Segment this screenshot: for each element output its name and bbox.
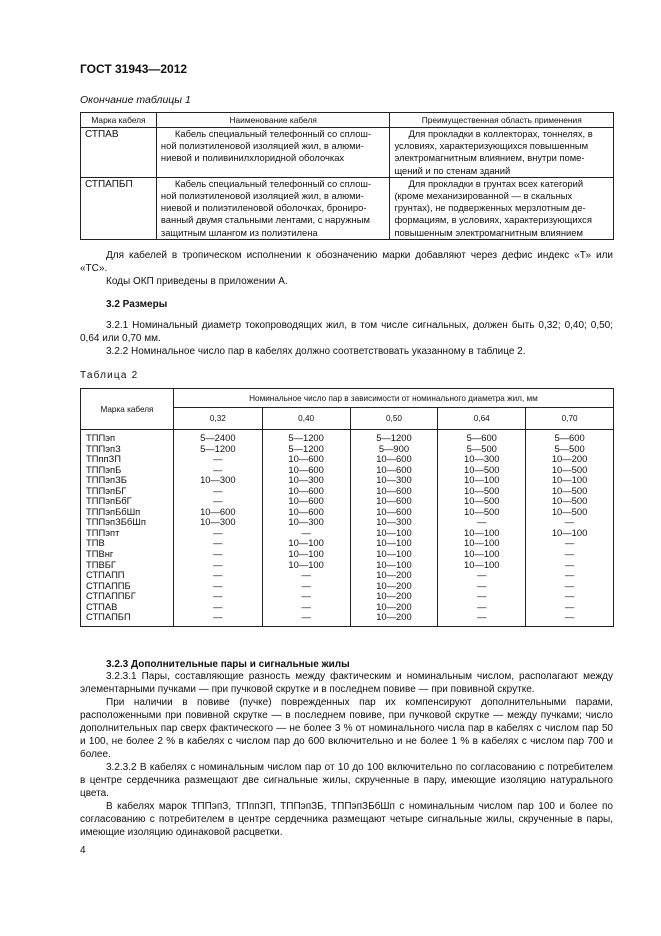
table2-cell-value: — (173, 560, 262, 571)
table2-cell-mark: СТПАПП (81, 570, 174, 581)
table2-cell-value: — (526, 517, 614, 528)
table2-cell-value: 5—1200 (262, 430, 350, 444)
table2-cell-value: — (526, 570, 614, 581)
app-line: щений и по стенам зданий (394, 164, 511, 176)
table2-cell-value: 10—600 (262, 465, 350, 476)
table2-cell-value: 10—100 (526, 528, 614, 539)
table2-cell-value: 5—900 (350, 444, 438, 455)
table2-cell-value: — (173, 591, 262, 602)
paragraph: 3.2.3.2 В кабелях с номинальным числом пар от 10 до 100 включительно по согласованию с потребителем в центре сердечника размещают две сигнальные жилы, скрученные в пару, имеющие изоляцию натурального цвета. (80, 762, 613, 799)
paragraph: 3.2.2 Номинальное число пар в кабелях должно соответствовать указанному в таблице 2. (106, 346, 526, 357)
section-title-3-2: 3.2 Размеры (106, 299, 168, 310)
app-line: повышенным электромагнитным влиянием (394, 226, 583, 238)
table-row (81, 507, 614, 518)
notes-after-table1 (80, 249, 613, 288)
table2-cell-value: — (173, 496, 262, 507)
table2-cell-value: — (526, 538, 614, 549)
table2-cell-value: — (526, 602, 614, 613)
table1-header-row (81, 113, 614, 128)
table2-cell-value: 10—600 (262, 454, 350, 465)
table2-cell-value: 10—100 (438, 549, 526, 560)
table2-cell-value: — (438, 612, 526, 626)
table2-cell-value: 10—100 (350, 538, 438, 549)
table1-header-application: Преимущественная область применения (390, 113, 614, 128)
table2-cell-value: 5—500 (526, 444, 614, 455)
table2-cell-value: 5—1200 (262, 444, 350, 455)
table2-cell-value: 5—500 (438, 444, 526, 455)
table2-cell-value: — (173, 602, 262, 613)
table2-cell-mark: СТПАППБ (81, 581, 174, 592)
table2-cell-value: — (526, 560, 614, 571)
table-row (81, 602, 614, 613)
table2-cell-value: 10—500 (438, 507, 526, 518)
table1-header-mark: Марка кабеля (81, 113, 157, 128)
table2-cell-value: — (173, 538, 262, 549)
table2-cell-value: — (173, 486, 262, 497)
table-row (81, 517, 614, 528)
table2-cell-value: 10—100 (262, 538, 350, 549)
section-3-2-text (80, 319, 613, 358)
table2-cell-value: 10—500 (526, 465, 614, 476)
table2-cell-mark: ТППэпЗ (81, 444, 174, 455)
table2-cell-value: 10—100 (438, 560, 526, 571)
table2-cell-value: 5—1200 (173, 444, 262, 455)
table-row (81, 591, 614, 602)
table-row (81, 560, 614, 571)
table2-cell-mark: ТППэпБ (81, 465, 174, 476)
table2-cell-value: 10—200 (350, 602, 438, 613)
table2-header-mark: Марка кабеля (81, 389, 174, 430)
table1-cell-application (390, 128, 614, 178)
app-line: электромагнитным влиянием, внутри поме- (394, 152, 585, 164)
table2-cell-mark: СТПАПБП (81, 612, 174, 626)
table2-header-diameter: 0,64 (438, 408, 526, 430)
table2-cell-value: — (173, 570, 262, 581)
table-row (81, 177, 614, 239)
document-header: ГОСТ 31943—2012 (80, 62, 188, 76)
table2-cell-value: 10—100 (350, 528, 438, 539)
table2-cell-value: 10—100 (350, 549, 438, 560)
table2-header-diameter: 0,32 (173, 408, 262, 430)
table2-cell-mark: ТППэпЗБбШп (81, 517, 174, 528)
table1-cell-desc (156, 177, 390, 239)
table2-cell-mark: СТПАВ (81, 602, 174, 613)
table2-cell-value: 10—100 (438, 475, 526, 486)
table2-cell-value: 10—100 (350, 560, 438, 571)
table-row (81, 128, 614, 178)
table2-cell-value: 10—200 (350, 570, 438, 581)
app-line: условиях, характеризующихся повышенным (394, 140, 589, 152)
desc-line: защитным шлангом из полиэтилена (160, 226, 318, 238)
table2-cell-value: — (262, 570, 350, 581)
table2-cell-value: — (262, 581, 350, 592)
app-line: Для прокладки в грунтах всех категорий (408, 177, 584, 189)
table2-cell-value: 10—600 (262, 496, 350, 507)
table2-cell-value: — (262, 528, 350, 539)
paragraph: Для кабелей в тропическом исполнении к обозначению марки добавляют через дефис индекс «Т» или «ТС». (80, 250, 613, 274)
table2-cell-value: — (438, 570, 526, 581)
table2-cell-mark: ТППэпБбШп (81, 507, 174, 518)
desc-line: ной полиэтиленовой изоляцией жил, в алюми- (160, 140, 364, 152)
table2-cell-value: — (438, 581, 526, 592)
table2-cell-value: 10—200 (526, 454, 614, 465)
table2-cell-value: — (262, 602, 350, 613)
table2-cell-value: — (438, 591, 526, 602)
table2-cell-value: — (526, 549, 614, 560)
table2-cell-value: 10—500 (438, 486, 526, 497)
table-row (81, 612, 614, 626)
table1-header-name: Наименование кабеля (156, 113, 390, 128)
table-row (81, 465, 614, 476)
table2-cell-value: 10—300 (262, 475, 350, 486)
table2-cell-value: 10—600 (173, 507, 262, 518)
table2-cell-value: — (438, 602, 526, 613)
table2-cell-value: 10—600 (350, 507, 438, 518)
desc-line: Кабель специальный телефонный со сплош- (174, 128, 372, 139)
table2-cell-value: 10—100 (262, 549, 350, 560)
table2-cell-value: 10—500 (526, 507, 614, 518)
table1 (80, 112, 614, 240)
table2-cell-value: 10—600 (350, 454, 438, 465)
table2-cell-value: 10—500 (526, 496, 614, 507)
app-line: грунтах), не подверженных мерзлотным де- (394, 202, 586, 214)
table-row (81, 581, 614, 592)
table2-cell-value: — (173, 528, 262, 539)
app-line: формациям, в условиях, характеризующихся (394, 214, 592, 226)
table1-caption: Окончание таблицы 1 (80, 94, 191, 106)
table2-cell-mark: ТППэп (81, 430, 174, 444)
table2-cell-value: — (173, 465, 262, 476)
table2-cell-mark: ТПВнг (81, 549, 174, 560)
table2-cell-value: — (526, 591, 614, 602)
table-row (81, 538, 614, 549)
section-3-2-3-text (80, 670, 613, 839)
table2-cell-value: 10—600 (350, 465, 438, 476)
table2-cell-value: 5—600 (526, 430, 614, 444)
table2-cell-mark: ТППэпБГ (81, 486, 174, 497)
table2 (80, 388, 614, 627)
paragraph: 3.2.3.1 Пары, составляющие разность между фактическим и номинальным числом, располагают между элементарными пучками — при пучковой скрутке и в последнем повиве — при повивной скрутке. (80, 671, 613, 695)
table2-cell-value: 10—200 (350, 612, 438, 626)
table2-cell-value: 10—500 (438, 496, 526, 507)
table2-cell-value: — (262, 612, 350, 626)
desc-line: ниевой и поливинилхлоридной оболочках (160, 152, 345, 164)
table2-cell-value: — (526, 581, 614, 592)
table2-header-diameter: 0,70 (526, 408, 614, 430)
table2-cell-value: 10—300 (173, 517, 262, 528)
desc-line: ниевой и полиэтиленовой оболочках, брониро- (160, 202, 367, 214)
table2-cell-value: — (173, 454, 262, 465)
table2-cell-value: 10—200 (350, 591, 438, 602)
table2-cell-value: 10—600 (350, 496, 438, 507)
table2-cell-mark: ТППэпБбГ (81, 496, 174, 507)
table2-cell-mark: ТПппЗП (81, 454, 174, 465)
table2-cell-value: 5—600 (438, 430, 526, 444)
table-row (81, 454, 614, 465)
table2-cell-value: — (173, 581, 262, 592)
table2-cell-value: — (526, 612, 614, 626)
table2-cell-value: 10—100 (526, 475, 614, 486)
paragraph: Коды ОКП приведены в приложении А. (106, 276, 288, 287)
table2-cell-mark: ТППэпЗБ (81, 475, 174, 486)
table-row (81, 570, 614, 581)
table-row (81, 486, 614, 497)
table2-cell-value: 10—300 (173, 475, 262, 486)
table2-cell-mark: СТПАППБГ (81, 591, 174, 602)
table2-cell-value: 10—500 (526, 486, 614, 497)
table1-cell-mark: СТПАВ (81, 128, 157, 178)
table2-cell-mark: ТПВ (81, 538, 174, 549)
table2-cell-value: — (173, 612, 262, 626)
app-line: Для прокладки в коллекторах, тоннелях, в (408, 128, 593, 139)
page-number: 4 (80, 845, 86, 856)
desc-line: ной полиэтиленовой изоляцией жил, в алюми- (160, 190, 364, 202)
table-row (81, 430, 614, 444)
paragraph: 3.2.1 Номинальный диаметр токопроводящих жил, в том числе сигнальных, должен быть 0,32; 0,40; 0,50; 0,64 или 0,70 мм. (80, 320, 613, 344)
table2-cell-value: — (438, 517, 526, 528)
desc-line: ванный двумя стальными лентами, с наружным (160, 214, 370, 226)
table2-cell-value: 10—100 (438, 528, 526, 539)
table2-cell-mark: ТППэпт (81, 528, 174, 539)
table2-header-group: Номинальное число пар в зависимости от номинального диаметра жил, мм (173, 389, 613, 408)
table2-header-diameter: 0,40 (262, 408, 350, 430)
table-row (81, 528, 614, 539)
desc-line: Кабель специальный телефонный со сплош- (174, 177, 372, 189)
table2-cell-value: 10—600 (262, 486, 350, 497)
table2-cell-value: 10—300 (262, 517, 350, 528)
table-row (81, 444, 614, 455)
app-line: (кроме механизированной — в скальных (394, 190, 573, 202)
table2-cell-value: 10—300 (350, 517, 438, 528)
paragraph: В кабелях марок ТППэпЗ, ТПппЗП, ТППэпЗБ, ТППэпЗБбШп с номинальным числом пар 100 и более по согласованию с потребителем в центре сердечника размещают четыре сигнальные жилы, скрученные в пары, имеющие изоляцию одинаковой расцветки. (80, 801, 613, 838)
table2-caption: Таблица 2 (80, 370, 139, 381)
table-row (81, 549, 614, 560)
table2-cell-value: 10—300 (438, 454, 526, 465)
section-title-3-2-3: 3.2.3 Дополнительные пары и сигнальные жилы (106, 659, 350, 670)
table2-cell-value: 10—100 (438, 538, 526, 549)
table2-cell-value: 10—200 (350, 581, 438, 592)
table2-cell-value: 5—1200 (350, 430, 438, 444)
table2-body (81, 430, 614, 627)
table2-cell-value: 10—500 (438, 465, 526, 476)
table2-cell-value: 10—600 (350, 486, 438, 497)
table2-header-diameter: 0,50 (350, 408, 438, 430)
table2-cell-mark: ТПВБГ (81, 560, 174, 571)
table1-cell-application (390, 177, 614, 239)
table2-cell-value: 10—600 (262, 507, 350, 518)
table2-cell-value: 5—2400 (173, 430, 262, 444)
paragraph: При наличии в повиве (пучке) поврежденных пар их компенсируют дополнительными парами, расположенными при повивной скрутке — в последнем повиве, при пучковой скрутке — между пучками; число дополнительных пар сверх фактического — не более 3 % от номинального числа пар в кабелях с числом пар 50 и 100, не более 2 % в кабелях с числом пар до 600 включительно и не более 1 % в кабелях с числом пар 700 и более. (80, 697, 613, 760)
table2-cell-value: 10—300 (350, 475, 438, 486)
table1-cell-desc (156, 128, 390, 178)
table2-cell-value: — (262, 591, 350, 602)
table-row (81, 496, 614, 507)
table2-cell-value: — (173, 549, 262, 560)
table1-cell-mark: СТПАПБП (81, 177, 157, 239)
table2-cell-value: 10—100 (262, 560, 350, 571)
table-row (81, 475, 614, 486)
